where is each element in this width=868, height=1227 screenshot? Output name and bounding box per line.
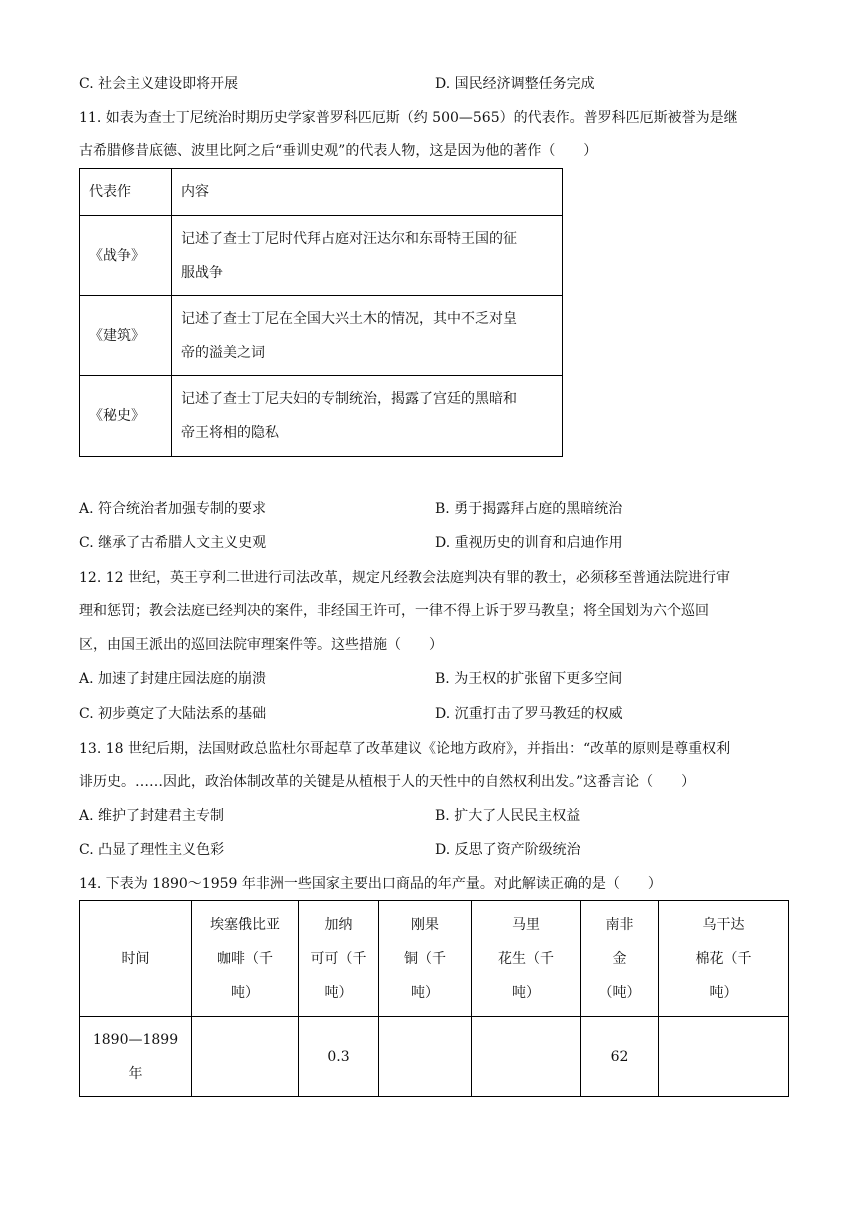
- q11-content-cell: [172, 296, 563, 376]
- q13-option-c: C. 凸显了理性主义色彩: [79, 842, 225, 858]
- q13-stem-line-1: 13. 18 世纪后期，法国财政总监杜尔哥起草了改革建议《论地方政府》，并指出：“改革的原则是尊重权利: [79, 741, 731, 757]
- q11-content-line: 帝王将相的隐私: [181, 425, 279, 441]
- q14-time-line: 1890—1899: [92, 1031, 179, 1048]
- q14-header-line: 吨）: [411, 984, 439, 1001]
- q14-time-cell: [80, 1017, 192, 1097]
- table-row: [80, 376, 563, 457]
- q14-header-line: 埃塞俄比亚: [210, 916, 280, 933]
- q13-stem-line-2: 诽历史。……因此，政治体制改革的关键是从植根于人的天性中的自然权利出发。”这番言论（ ）: [79, 774, 696, 790]
- q11-content-line: 服战争: [181, 264, 223, 281]
- q14-stem: 14. 下表为 1890～1959 年非洲一些国家主要出口商品的年产量。对此解读正确的是（ ）: [79, 876, 662, 892]
- q14-header-line: 咖啡（千: [217, 950, 273, 967]
- q11-content-line: 帝的溢美之词: [181, 344, 265, 361]
- q14-header-col: [192, 901, 299, 1017]
- q11-content-line: 记述了查士丁尼在全国大兴土木的情况，其中不乏对皇: [181, 310, 517, 327]
- q11-table: [79, 168, 563, 457]
- q13-option-d: D. 反思了资产阶级统治: [435, 842, 581, 858]
- q14-header-col: [379, 901, 472, 1017]
- q11-content-line: 记述了查士丁尼夫妇的专制统治，揭露了宫廷的黑暗和: [181, 391, 517, 407]
- q14-value-cell: [379, 1017, 472, 1097]
- q11-stem-line-2: 古希腊修昔底德、波里比阿之后“垂训史观”的代表人物，这是因为他的著作（ ）: [79, 143, 598, 159]
- q14-header-line: 刚果: [411, 916, 439, 933]
- q14-header-col: [299, 901, 379, 1017]
- table-row: [80, 216, 563, 296]
- q11-table-header-row: [80, 169, 563, 216]
- q11-content-line: 记述了查士丁尼时代拜占庭对汪达尔和东哥特王国的征: [181, 230, 517, 247]
- q14-value-cell: 62: [581, 1017, 659, 1097]
- q11-work-cell: 《建筑》: [80, 296, 172, 376]
- q14-header-col: [472, 901, 581, 1017]
- q14-header-time: 时间: [80, 901, 192, 1017]
- q10-option-d: D. 国民经济调整任务完成: [435, 76, 595, 92]
- q14-table-header-row: [80, 901, 789, 1017]
- q14-table: [79, 900, 789, 1097]
- q11-stem-line-1: 11. 如表为查士丁尼统治时期历史学家普罗科匹厄斯（约 500—565）的代表作。普罗科匹厄斯被誉为是继: [79, 110, 738, 126]
- q11-option-a: A. 符合统治者加强专制的要求: [79, 501, 267, 517]
- q14-header-line: （吨）: [598, 984, 641, 1001]
- q14-header-line: 棉花（千: [695, 950, 752, 967]
- q11-header-work: 代表作: [80, 169, 172, 216]
- q14-value-cell: [192, 1017, 299, 1097]
- q14-header-line: 南非: [605, 916, 634, 933]
- q11-option-c: C. 继承了古希腊人文主义史观: [79, 535, 267, 551]
- q14-header-line: 吨）: [512, 984, 540, 1001]
- q14-header-line: 花生（千: [498, 950, 554, 967]
- q14-header-line: 吨）: [231, 984, 259, 1001]
- q14-header-line: 吨）: [324, 984, 353, 1001]
- q11-header-content: 内容: [172, 169, 563, 216]
- q12-stem-line-2: 理和惩罚；教会法庭已经判决的案件，非经国王许可，一律不得上诉于罗马教皇；将全国划为六个巡回: [79, 603, 709, 619]
- q11-work-cell: 《秘史》: [80, 376, 172, 457]
- q11-content-cell: [172, 376, 563, 457]
- q14-header-line: 吨）: [709, 984, 738, 1001]
- q14-time-line: 年: [128, 1065, 143, 1082]
- q14-header-line: 铜（千: [404, 950, 446, 967]
- q14-header-line: 马里: [512, 916, 540, 933]
- q13-option-b: B. 扩大了人民民主权益: [435, 808, 581, 824]
- q14-header-col: [659, 901, 789, 1017]
- q14-value-cell: 0.3: [299, 1017, 379, 1097]
- q12-option-c: C. 初步奠定了大陆法系的基础: [79, 706, 267, 722]
- q12-stem-line-1: 12. 12 世纪，英王亨利二世进行司法改革，规定凡经教会法庭判决有罪的教士，必须移至普通法院进行审: [79, 570, 730, 586]
- q14-header-line: 加纳: [324, 916, 353, 933]
- q12-stem-line-3: 区，由国王派出的巡回法院审理案件等。这些措施（ ）: [79, 637, 443, 653]
- q11-content-cell: [172, 216, 563, 296]
- q13-option-a: A. 维护了封建君主专制: [79, 808, 225, 824]
- q12-option-a: A. 加速了封建庄园法庭的崩溃: [79, 671, 267, 687]
- q11-option-b: B. 勇于揭露拜占庭的黑暗统治: [435, 501, 623, 517]
- table-row: [80, 1017, 789, 1097]
- q14-header-col: [581, 901, 659, 1017]
- q14-header-line: 可可（千: [310, 950, 367, 967]
- q12-option-d: D. 沉重打击了罗马教廷的权威: [435, 706, 623, 722]
- q14-header-line: 乌干达: [702, 916, 745, 933]
- table-row: [80, 296, 563, 376]
- q14-header-line: 金: [612, 950, 627, 967]
- q14-value-cell: [659, 1017, 789, 1097]
- q10-option-c: C. 社会主义建设即将开展: [79, 76, 239, 92]
- q12-option-b: B. 为王权的扩张留下更多空间: [435, 671, 623, 687]
- q14-value-cell: [472, 1017, 581, 1097]
- q11-option-d: D. 重视历史的训育和启迪作用: [435, 535, 623, 551]
- q11-work-cell: 《战争》: [80, 216, 172, 296]
